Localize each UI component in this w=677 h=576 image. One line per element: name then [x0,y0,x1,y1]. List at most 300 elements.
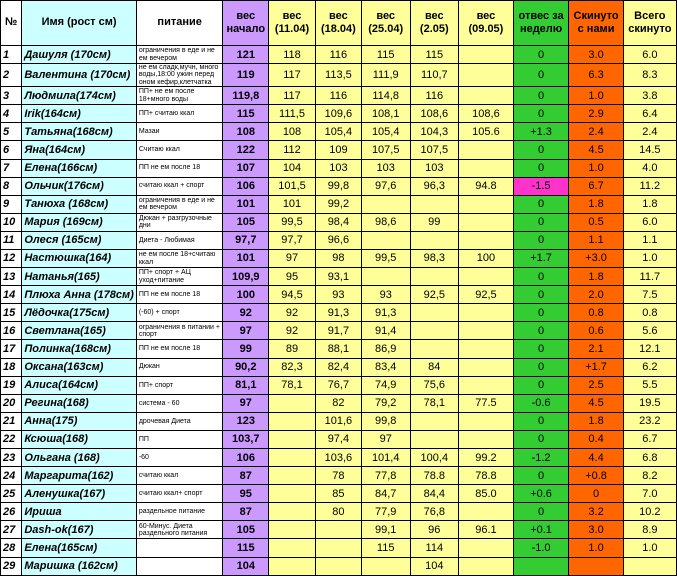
row-weight-1104[interactable]: 99,5 [269,213,316,231]
row-week-loss[interactable]: 0 [513,503,569,521]
row-weight-0905[interactable] [459,213,514,231]
row-weight-1804[interactable]: 78 [315,467,361,485]
row-lost-with-us[interactable]: 3.0 [569,521,623,539]
row-number[interactable]: 4 [1,105,22,123]
row-name[interactable]: Ксюша(168) [22,430,136,448]
row-number[interactable]: 1 [1,46,22,64]
row-weight-1104[interactable]: 92 [269,304,316,322]
row-total-lost[interactable]: 7.0 [623,485,676,503]
row-weight-1804[interactable]: 96,6 [315,231,361,249]
row-diet[interactable]: 60-Минус. Диета раздельного питания [136,521,223,539]
row-total-lost[interactable]: 0.8 [623,304,676,322]
row-number[interactable]: 11 [1,231,22,249]
row-number[interactable]: 25 [1,485,22,503]
row-lost-with-us[interactable]: 1.8 [569,195,623,213]
row-number[interactable]: 28 [1,539,22,557]
row-weight-0205[interactable]: 107,5 [410,141,459,159]
row-lost-with-us[interactable]: +3.0 [569,249,623,267]
row-weight-0205[interactable]: 76,8 [410,503,459,521]
row-name[interactable]: Валентина (170см) [22,64,136,87]
row-weight-1104[interactable]: 111,5 [269,105,316,123]
row-weight-0905[interactable] [459,231,514,249]
row-weight-1804[interactable]: 109 [315,141,361,159]
row-weight-0905[interactable]: 99.2 [459,449,514,467]
row-number[interactable]: 2 [1,64,22,87]
row-weight-0205[interactable]: 110,7 [410,64,459,87]
row-number[interactable]: 9 [1,195,22,213]
row-weight-2504[interactable]: 105,4 [361,123,410,141]
row-weight-2504[interactable]: 97,6 [361,177,410,195]
row-week-loss[interactable]: +0.6 [513,485,569,503]
row-name[interactable]: Маргарита(162) [22,467,136,485]
row-total-lost[interactable]: 3.8 [623,87,676,105]
row-weight-0905[interactable] [459,304,514,322]
header-name[interactable]: Имя (рост см) [22,1,136,46]
row-weight-1804[interactable]: 91,7 [315,322,361,340]
row-lost-with-us[interactable]: 1.8 [569,268,623,286]
row-weight-0205[interactable]: 108,6 [410,105,459,123]
row-weight-0905[interactable]: 85.0 [459,485,514,503]
row-weight-1104[interactable] [269,449,316,467]
row-total-lost[interactable]: 6.7 [623,430,676,448]
row-name[interactable]: Анна(175) [22,412,136,430]
row-start-weight[interactable]: 101 [223,249,269,267]
row-weight-0205[interactable] [410,412,459,430]
row-lost-with-us[interactable]: 4.5 [569,141,623,159]
row-weight-0205[interactable]: 78,1 [410,394,459,412]
row-total-lost[interactable]: 1.1 [623,231,676,249]
row-number[interactable]: 24 [1,467,22,485]
row-number[interactable]: 29 [1,557,22,575]
row-weight-1804[interactable]: 85 [315,485,361,503]
row-number[interactable]: 27 [1,521,22,539]
row-week-loss[interactable] [513,557,569,575]
row-diet[interactable]: считаю ккал + спорт [136,177,223,195]
row-total-lost[interactable]: 19.5 [623,394,676,412]
row-name[interactable]: Алиса(164см) [22,376,136,394]
row-total-lost[interactable]: 14.5 [623,141,676,159]
row-name[interactable]: Олеся (165см) [22,231,136,249]
row-weight-0205[interactable]: 92,5 [410,286,459,304]
row-weight-0205[interactable]: 100,4 [410,449,459,467]
row-name[interactable]: Мария (169см) [22,213,136,231]
row-start-weight[interactable]: 87 [223,503,269,521]
header-total-lost[interactable]: Всего скинуто [623,1,676,46]
row-weight-1804[interactable]: 116 [315,46,361,64]
row-total-lost[interactable]: 12.1 [623,340,676,358]
row-weight-2504[interactable]: 91,4 [361,322,410,340]
row-total-lost[interactable]: 23.2 [623,412,676,430]
row-weight-1104[interactable]: 108 [269,123,316,141]
row-total-lost[interactable]: 1.8 [623,195,676,213]
row-number[interactable]: 18 [1,358,22,376]
row-start-weight[interactable]: 92 [223,304,269,322]
row-total-lost[interactable]: 11.2 [623,177,676,195]
row-diet[interactable]: ПП [136,430,223,448]
row-weight-0205[interactable] [410,430,459,448]
row-weight-0205[interactable]: 96 [410,521,459,539]
row-weight-2504[interactable]: 115 [361,539,410,557]
row-weight-0905[interactable] [459,46,514,64]
row-start-weight[interactable]: 90,2 [223,358,269,376]
row-total-lost[interactable]: 4.0 [623,159,676,177]
row-name[interactable]: Ольгана (168) [22,449,136,467]
row-name[interactable]: Елена(166см) [22,159,136,177]
row-lost-with-us[interactable]: 0 [569,485,623,503]
row-weight-1804[interactable]: 98 [315,249,361,267]
row-weight-1104[interactable] [269,485,316,503]
row-diet[interactable]: раздельное питание [136,503,223,521]
row-lost-with-us[interactable]: 3.0 [569,46,623,64]
row-weight-1804[interactable]: 109,6 [315,105,361,123]
row-week-loss[interactable]: 0 [513,376,569,394]
row-weight-2504[interactable]: 115 [361,46,410,64]
row-weight-0905[interactable] [459,539,514,557]
row-week-loss[interactable]: 0 [513,87,569,105]
row-name[interactable]: Оксана(163см) [22,358,136,376]
row-start-weight[interactable]: 122 [223,141,269,159]
row-weight-1804[interactable]: 82 [315,394,361,412]
row-total-lost[interactable]: 8.3 [623,64,676,87]
row-weight-2504[interactable]: 99,1 [361,521,410,539]
row-weight-2504[interactable]: 84,7 [361,485,410,503]
row-week-loss[interactable]: 0 [513,430,569,448]
row-lost-with-us[interactable]: 2.0 [569,286,623,304]
row-weight-1104[interactable] [269,521,316,539]
row-name[interactable]: Танюха (168см) [22,195,136,213]
row-lost-with-us[interactable]: 3.2 [569,503,623,521]
row-name[interactable]: Дашуля (170см) [22,46,136,64]
row-lost-with-us[interactable]: 0.5 [569,213,623,231]
row-weight-0905[interactable] [459,503,514,521]
row-weight-0205[interactable]: 114 [410,539,459,557]
row-number[interactable]: 23 [1,449,22,467]
row-weight-0905[interactable] [459,358,514,376]
row-number[interactable]: 15 [1,304,22,322]
row-week-loss[interactable]: +1.7 [513,249,569,267]
row-total-lost[interactable]: 7.5 [623,286,676,304]
row-weight-2504[interactable]: 77,8 [361,467,410,485]
row-start-weight[interactable]: 105 [223,521,269,539]
row-diet[interactable]: Мазаи [136,123,223,141]
row-total-lost[interactable]: 10.2 [623,503,676,521]
row-lost-with-us[interactable]: 1.0 [569,159,623,177]
row-lost-with-us[interactable]: 0.4 [569,430,623,448]
row-weight-1104[interactable]: 104 [269,159,316,177]
row-diet[interactable]: -60 [136,449,223,467]
row-weight-0205[interactable] [410,304,459,322]
row-week-loss[interactable]: -0.6 [513,394,569,412]
row-weight-1804[interactable]: 103 [315,159,361,177]
row-number[interactable]: 3 [1,87,22,105]
row-weight-0205[interactable]: 115 [410,46,459,64]
row-start-weight[interactable]: 115 [223,105,269,123]
row-name[interactable]: Плюха Анна (178см) [22,286,136,304]
row-weight-0905[interactable] [459,376,514,394]
row-weight-2504[interactable]: 91,3 [361,304,410,322]
row-week-loss[interactable]: 0 [513,304,569,322]
row-lost-with-us[interactable]: 6.7 [569,177,623,195]
row-name[interactable]: Полинка(168см) [22,340,136,358]
row-name[interactable]: Irik(164см) [22,105,136,123]
row-weight-0905[interactable]: 94.8 [459,177,514,195]
row-number[interactable]: 20 [1,394,22,412]
row-weight-1804[interactable]: 116 [315,87,361,105]
row-weight-1804[interactable]: 98,4 [315,213,361,231]
row-weight-1804[interactable]: 101,6 [315,412,361,430]
row-lost-with-us[interactable]: 1.1 [569,231,623,249]
row-weight-0205[interactable]: 96,3 [410,177,459,195]
row-weight-2504[interactable]: 108,1 [361,105,410,123]
row-total-lost[interactable] [623,557,676,575]
header-start-weight[interactable]: вес начало [223,1,269,46]
row-weight-0905[interactable] [459,268,514,286]
row-name[interactable]: Светлана(165) [22,322,136,340]
row-week-loss[interactable]: 0 [513,105,569,123]
row-name[interactable]: Dash-ok(167) [22,521,136,539]
row-lost-with-us[interactable] [569,557,623,575]
row-diet[interactable]: система - 60 [136,394,223,412]
row-weight-0905[interactable]: 92,5 [459,286,514,304]
row-start-weight[interactable]: 81,1 [223,376,269,394]
row-number[interactable]: 12 [1,249,22,267]
row-week-loss[interactable]: -1.0 [513,539,569,557]
row-weight-0205[interactable] [410,340,459,358]
row-total-lost[interactable]: 5.5 [623,376,676,394]
row-diet[interactable]: ПП+ спорт [136,376,223,394]
row-week-loss[interactable]: 0 [513,268,569,286]
row-weight-0205[interactable]: 104 [410,557,459,575]
row-weight-0905[interactable] [459,557,514,575]
row-start-weight[interactable]: 99 [223,340,269,358]
header-number[interactable]: № [1,1,22,46]
row-number[interactable]: 13 [1,268,22,286]
row-number[interactable]: 5 [1,123,22,141]
row-week-loss[interactable]: 0 [513,141,569,159]
row-total-lost[interactable]: 6.8 [623,449,676,467]
row-diet[interactable]: Дюкан + разгрузочные дни [136,213,223,231]
row-start-weight[interactable]: 123 [223,412,269,430]
row-lost-with-us[interactable]: 0.8 [569,304,623,322]
row-weight-2504[interactable] [361,231,410,249]
row-lost-with-us[interactable]: 0.6 [569,322,623,340]
row-start-weight[interactable]: 115 [223,539,269,557]
row-weight-1104[interactable]: 112 [269,141,316,159]
row-weight-1104[interactable]: 89 [269,340,316,358]
row-weight-1804[interactable]: 80 [315,503,361,521]
row-lost-with-us[interactable]: +0.8 [569,467,623,485]
row-total-lost[interactable]: 8.9 [623,521,676,539]
row-weight-1104[interactable]: 117 [269,64,316,87]
row-total-lost[interactable]: 1.0 [623,249,676,267]
row-weight-1104[interactable]: 82,3 [269,358,316,376]
row-weight-0205[interactable] [410,322,459,340]
row-start-weight[interactable]: 101 [223,195,269,213]
row-weight-0905[interactable]: 100 [459,249,514,267]
row-start-weight[interactable]: 106 [223,449,269,467]
row-weight-0905[interactable] [459,322,514,340]
row-start-weight[interactable]: 106 [223,177,269,195]
row-weight-2504[interactable]: 74,9 [361,376,410,394]
row-weight-1804[interactable]: 99,2 [315,195,361,213]
row-name[interactable]: Людмила(174см) [22,87,136,105]
row-weight-1104[interactable] [269,539,316,557]
row-weight-1804[interactable]: 76,7 [315,376,361,394]
row-lost-with-us[interactable]: +1.7 [569,358,623,376]
row-weight-0205[interactable]: 103 [410,159,459,177]
row-total-lost[interactable]: 11.7 [623,268,676,286]
row-start-weight[interactable]: 97,7 [223,231,269,249]
row-number[interactable]: 26 [1,503,22,521]
row-diet[interactable]: ограничения в еде и не ем вечером [136,195,223,213]
row-lost-with-us[interactable]: 6.3 [569,64,623,87]
row-weight-1804[interactable]: 97,4 [315,430,361,448]
row-week-loss[interactable]: 0 [513,46,569,64]
row-start-weight[interactable]: 109,9 [223,268,269,286]
row-total-lost[interactable]: 8.2 [623,467,676,485]
row-weight-0205[interactable]: 84 [410,358,459,376]
row-weight-0205[interactable]: 75,6 [410,376,459,394]
header-week-loss[interactable]: отвес за неделю [513,1,569,46]
row-number[interactable]: 14 [1,286,22,304]
row-weight-1804[interactable]: 105,4 [315,123,361,141]
row-total-lost[interactable]: 5.6 [623,322,676,340]
row-start-weight[interactable]: 107 [223,159,269,177]
row-total-lost[interactable]: 6.2 [623,358,676,376]
row-weight-1104[interactable]: 95 [269,268,316,286]
row-diet[interactable]: ПП+ не ем после 18+много воды [136,87,223,105]
row-weight-0205[interactable] [410,268,459,286]
row-name[interactable]: Маришка (162см) [22,557,136,575]
row-weight-2504[interactable] [361,557,410,575]
row-diet[interactable]: (-60) + спорт [136,304,223,322]
row-weight-2504[interactable]: 101,4 [361,449,410,467]
row-weight-0905[interactable] [459,195,514,213]
row-weight-0905[interactable]: 108,6 [459,105,514,123]
row-week-loss[interactable]: +0.1 [513,521,569,539]
row-week-loss[interactable]: 0 [513,231,569,249]
row-diet[interactable]: Считаю ккал [136,141,223,159]
row-diet[interactable]: считаю ккал [136,467,223,485]
row-weight-0205[interactable]: 99 [410,213,459,231]
row-lost-with-us[interactable]: 1.0 [569,539,623,557]
row-weight-1104[interactable]: 101,5 [269,177,316,195]
row-weight-1804[interactable]: 91,3 [315,304,361,322]
row-diet[interactable]: Диета - Любимая [136,231,223,249]
row-diet[interactable]: не ем сладк,мучн, много воды,18:00 ужин перед оном кефир,клетчатка [136,64,223,87]
row-lost-with-us[interactable]: 2.9 [569,105,623,123]
row-week-loss[interactable]: 0 [513,286,569,304]
row-name[interactable]: Елена(165см) [22,539,136,557]
row-weight-1804[interactable]: 88,1 [315,340,361,358]
row-weight-0905[interactable] [459,87,514,105]
row-diet[interactable]: ПП+ считаю ккал [136,105,223,123]
row-weight-2504[interactable] [361,195,410,213]
row-weight-0905[interactable] [459,412,514,430]
row-week-loss[interactable]: -1.5 [513,177,569,195]
row-number[interactable]: 21 [1,412,22,430]
row-total-lost[interactable]: 2.4 [623,123,676,141]
row-start-weight[interactable]: 103,7 [223,430,269,448]
row-number[interactable]: 19 [1,376,22,394]
row-weight-0205[interactable]: 78.8 [410,467,459,485]
header-weight-0205[interactable]: вес (2.05) [410,1,459,46]
row-weight-1104[interactable] [269,503,316,521]
row-start-weight[interactable]: 95 [223,485,269,503]
row-diet[interactable]: Дюкан [136,358,223,376]
row-week-loss[interactable]: 0 [513,213,569,231]
row-weight-0905[interactable]: 96.1 [459,521,514,539]
row-start-weight[interactable]: 108 [223,123,269,141]
row-weight-1804[interactable]: 103,6 [315,449,361,467]
row-start-weight[interactable]: 121 [223,46,269,64]
row-name[interactable]: Ольчик(176см) [22,177,136,195]
row-total-lost[interactable]: 6.0 [623,213,676,231]
row-weight-1804[interactable] [315,557,361,575]
row-weight-2504[interactable]: 77,9 [361,503,410,521]
row-name[interactable]: Лёдочка(175см) [22,304,136,322]
row-number[interactable]: 17 [1,340,22,358]
row-weight-1804[interactable] [315,521,361,539]
row-weight-2504[interactable] [361,268,410,286]
header-lost-with-us[interactable]: Скинуто с нами [569,1,623,46]
row-week-loss[interactable]: +1.3 [513,123,569,141]
row-lost-with-us[interactable]: 2.4 [569,123,623,141]
row-weight-2504[interactable]: 83,4 [361,358,410,376]
row-week-loss[interactable]: 0 [513,467,569,485]
row-weight-1804[interactable]: 99,8 [315,177,361,195]
row-weight-2504[interactable]: 103 [361,159,410,177]
row-weight-1104[interactable]: 101 [269,195,316,213]
row-start-weight[interactable]: 119 [223,64,269,87]
header-weight-1804[interactable]: вес (18.04) [315,1,361,46]
row-total-lost[interactable]: 6.0 [623,46,676,64]
row-diet[interactable] [136,539,223,557]
row-lost-with-us[interactable]: 4.5 [569,394,623,412]
row-weight-0205[interactable] [410,231,459,249]
row-weight-0905[interactable]: 78.8 [459,467,514,485]
header-weight-2504[interactable]: вес (25.04) [361,1,410,46]
row-weight-1104[interactable]: 97,7 [269,231,316,249]
row-weight-0205[interactable]: 104,3 [410,123,459,141]
row-start-weight[interactable]: 87 [223,467,269,485]
row-weight-0905[interactable] [459,340,514,358]
row-name[interactable]: Татьяна(168см) [22,123,136,141]
row-weight-1104[interactable]: 97 [269,249,316,267]
row-week-loss[interactable]: -1.2 [513,449,569,467]
row-weight-1804[interactable]: 93 [315,286,361,304]
row-diet[interactable] [136,557,223,575]
row-weight-0905[interactable] [459,64,514,87]
row-weight-0905[interactable] [459,159,514,177]
header-diet[interactable]: питание [136,1,223,46]
row-number[interactable]: 16 [1,322,22,340]
row-weight-2504[interactable]: 111,9 [361,64,410,87]
row-number[interactable]: 6 [1,141,22,159]
row-diet[interactable]: не ем после 18+считаю ккал [136,249,223,267]
row-start-weight[interactable]: 104 [223,557,269,575]
row-week-loss[interactable]: 0 [513,195,569,213]
row-weight-2504[interactable]: 114,8 [361,87,410,105]
row-weight-1804[interactable] [315,539,361,557]
row-lost-with-us[interactable]: 1.8 [569,412,623,430]
row-weight-2504[interactable]: 99,8 [361,412,410,430]
row-weight-0905[interactable] [459,430,514,448]
row-diet[interactable]: ПП не ем после 18 [136,340,223,358]
row-name[interactable]: Аленушка(167) [22,485,136,503]
row-week-loss[interactable]: 0 [513,358,569,376]
row-weight-1104[interactable]: 78,1 [269,376,316,394]
